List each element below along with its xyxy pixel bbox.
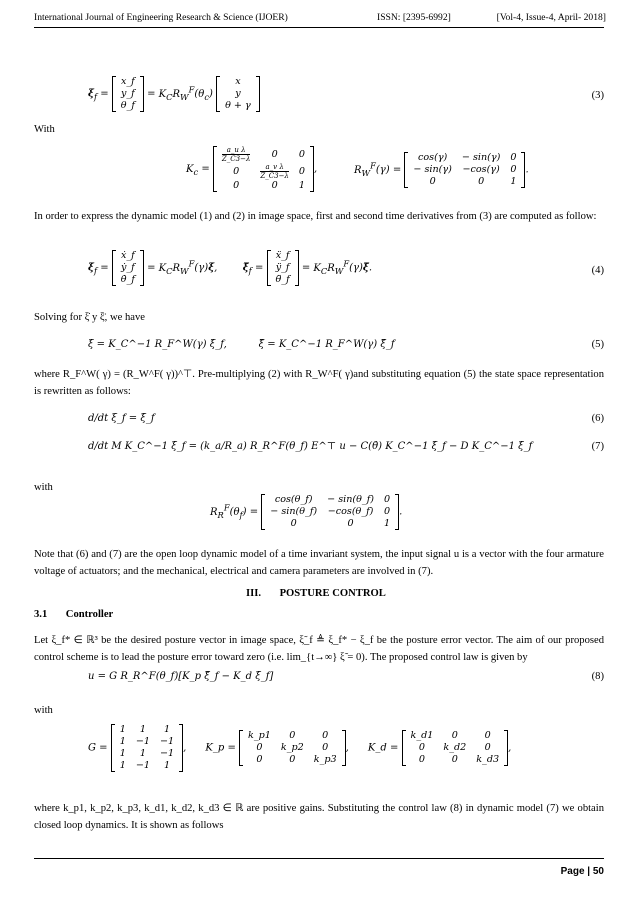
cell: 0 <box>418 742 425 753</box>
paragraph-gains: where k_p1, k_p2, k_p3, k_d1, k_d2, k_d3 ∈ ℝ are positive gains. Substituting the control law (8) in dynamic model (7) we obtain closed loop dynamics. It is shown as follows <box>34 803 604 831</box>
equation-rwf: $R_W^F(\gamma)$ = cos(γ) − sin(γ) 0 − sin(γ) −cos(γ) 0 0 0 1 . <box>354 152 529 187</box>
cell: k_p1 <box>248 730 271 741</box>
cell: x_f <box>120 76 135 87</box>
section-heading <box>246 588 386 599</box>
subsection-title: Controller <box>65 609 114 620</box>
vector-xyf <box>112 76 144 112</box>
cell: −1 <box>135 736 150 747</box>
cell: −cos(θ_f) <box>327 506 374 517</box>
page-number: Page | 50 <box>560 866 604 877</box>
matrix-g <box>111 724 183 772</box>
equation-rrf: $R_R^F(\theta_f)$ = cos(θ_f) − sin(θ_f) 0 − sin(θ_f) −cos(θ_f) 0 0 0 1 . <box>210 494 403 529</box>
matrix-kc <box>213 146 314 192</box>
cell: 0 <box>290 518 297 529</box>
cell: 0 <box>298 165 305 177</box>
equation-number-3: (3) <box>591 90 604 101</box>
section-title: POSTURE CONTROL <box>279 588 386 599</box>
eq5-part1: ξ̇ = K_C^−1 R_F^W(γ) ξ̇_f, <box>88 339 227 350</box>
paragraph-note: Note that (6) and (7) are the open loop dynamic model of a time invariant system, the input signal u is a vector with the four armature voltage of actuators; and the mechanical, electrical and camera parameters are involved in (7). <box>34 549 604 577</box>
equation-5 <box>88 339 395 350</box>
kd-lhs: K_d = <box>367 742 399 754</box>
vector-xy-theta <box>216 76 260 112</box>
cell: 0 <box>451 730 458 741</box>
equation-number-4: (4) <box>591 265 604 276</box>
cell: −1 <box>135 760 150 771</box>
equation-7: d/dt M K_C^−1 ξ̇_f = (k_a/R_a) R_R^F(θ_f) E^⊤ u − C(θ̇) K_C^−1 ξ̇_f − D K_C^−1 ξ̇_f <box>88 441 533 452</box>
cell: ẏ_f <box>120 262 135 273</box>
cell: 1 <box>119 760 126 771</box>
cell: y_f <box>120 88 135 99</box>
cell: y <box>235 88 241 99</box>
cell: θ̇_f <box>120 274 135 285</box>
fraction-numerator: a_u λ <box>222 146 250 155</box>
paragraph-premultiply: where R_F^W( γ) = (R_W^F( γ))^⊤. Pre-multiplying (2) with R_W^F( γ)and substituting equation (5) the state space representation is rewritten as follows: <box>34 369 604 397</box>
cell: 1 <box>298 180 305 191</box>
cell: 1 <box>119 736 126 747</box>
cell: 1 <box>384 518 391 529</box>
cell: 0 <box>298 148 305 160</box>
cell: 0 <box>451 754 458 765</box>
cell: 1 <box>139 724 146 735</box>
fraction-denominator: Z_C3−λ <box>260 172 289 180</box>
volume-info: [Vol-4, Issue-4, April- 2018] <box>496 12 606 23</box>
cell: k_p3 <box>313 754 337 765</box>
cell: 0 <box>289 730 296 741</box>
cell: 0 <box>271 180 278 191</box>
equation-number-5: (5) <box>591 339 604 350</box>
cell: ẋ_f <box>120 250 135 261</box>
matrix-kd <box>402 730 509 766</box>
subsection-heading <box>34 609 113 620</box>
cell: k_p2 <box>280 742 304 753</box>
journal-name: International Journal of Engineering Research & Science (IJOER) <box>34 12 288 23</box>
equation-number-8: (8) <box>591 671 604 682</box>
vector-ddot <box>267 250 299 286</box>
cell: 0 <box>418 754 425 765</box>
equation-number-7: (7) <box>591 441 604 452</box>
cell: 0 <box>384 506 391 517</box>
cell: 0 <box>271 148 278 160</box>
equation-3: $\xi_f$ = x_f y_f θ_f = $K_CR_W^F(\theta_c)$ x y θ + γ <box>88 76 260 112</box>
cell: 0 <box>256 754 263 765</box>
cell: 1 <box>139 748 146 759</box>
cell: 0 <box>322 730 329 741</box>
cell: 1 <box>510 176 517 187</box>
section-number: III. <box>246 588 262 599</box>
paragraph-derivatives: In order to express the dynamic model (1) and (2) in image space, first and second time derivatives from (3) are computed as follow: <box>34 211 597 222</box>
text-with-1: With <box>34 124 55 135</box>
cell: −1 <box>160 736 175 747</box>
issn: ISSN: [2395-6992] <box>377 12 451 23</box>
cell: ẍ_f <box>275 250 290 261</box>
cell: 0 <box>289 754 296 765</box>
cell: 0 <box>384 494 391 505</box>
cell: ÿ_f <box>275 262 290 273</box>
equation-number-6: (6) <box>591 413 604 424</box>
cell: 0 <box>478 176 485 187</box>
equation-6: d/dt ξ_f = ξ̇_f <box>88 413 155 424</box>
equation-4: $\xi̇_f$ = ẋ_f ẏ_f θ̇_f = $K_CR_W^F(\gamma)\xi̇$, $\xï_f$ = ẍ_f ÿ_f θ̈_f = $K_CR_W^F(\gamma)\xï$. <box>88 250 373 285</box>
paragraph-controller: Let ξ_f* ∈ ℝ³ be the desired posture vector in image space, ξ̃_f ≜ ξ_f* − ξ_f be the posture error vector. The aim of our proposed control scheme is to lead the posture error toward zero (i.e. lim_{t→∞} ξ̃ = 0). The proposed control law is given by <box>34 635 604 663</box>
equation-gains: G = 1 1 1 1 −1 −1 1 1 −1 1 −1 1 , K_p = k_p1 0 0 0 k_p2 0 0 0 k_p3 , K_d = k_d1 0 0 0 k_d2 0 0 0 k_d3 , <box>88 724 512 771</box>
cell: − sin(θ_f) <box>270 506 318 517</box>
cell: 0 <box>322 742 329 753</box>
cell: 0 <box>429 176 436 187</box>
matrix-rrf <box>261 494 399 530</box>
cell: 0 <box>510 164 517 175</box>
cell: 1 <box>119 724 126 735</box>
cell: θ + γ <box>225 100 251 111</box>
vector-dot <box>112 250 144 286</box>
matrix-kp <box>239 730 346 766</box>
text-with-2: with <box>34 482 53 493</box>
cell: cos(γ) <box>418 152 448 163</box>
cell: k_d1 <box>410 730 434 741</box>
cell: − sin(θ_f) <box>327 494 375 505</box>
header-rule <box>34 27 604 28</box>
cell: − sin(γ) <box>461 152 501 163</box>
cell: 0 <box>484 730 491 741</box>
cell: θ_f <box>120 100 135 111</box>
cell: θ̈_f <box>275 274 290 285</box>
footer-rule <box>34 858 604 859</box>
matrix-rwf <box>404 152 525 188</box>
cell: 0 <box>484 742 491 753</box>
g-lhs: G = <box>88 742 108 754</box>
kp-lhs: K_p = <box>205 742 236 754</box>
cell: −cos(γ) <box>462 164 500 175</box>
fraction-denominator: Z_C3−λ <box>221 155 251 163</box>
cell: 1 <box>164 760 171 771</box>
cell: −1 <box>160 748 175 759</box>
equation-kc: $K_c$ = $\frac{\text{a\_u λ}}{Z\_C3-\lambda}$ 0 0 0 $\frac{\text{a\_v λ}}{Z\_C3-\lambda}$ 0 0 0 1 , <box>186 146 318 191</box>
eq5-part2: ξ̈ = K_C^−1 R_F^W(γ) ξ̈_f <box>258 339 395 350</box>
cell: 1 <box>119 748 126 759</box>
text-with-3: with <box>34 705 53 716</box>
cell: 0 <box>233 180 240 191</box>
subsection-number: 3.1 <box>34 609 48 620</box>
paragraph-solving: Solving for ξ̇ y ξ̈, we have <box>34 312 145 323</box>
cell: cos(θ_f) <box>274 494 313 505</box>
cell: 0 <box>347 518 354 529</box>
cell: k_d3 <box>476 754 500 765</box>
cell: 1 <box>164 724 171 735</box>
cell: 0 <box>256 742 263 753</box>
cell: x <box>235 76 241 87</box>
cell: k_d2 <box>443 742 467 753</box>
cell: 0 <box>510 152 517 163</box>
equation-8: u = G R_R^F(θ_f)[K_p ξ̃_f − K_d ξ̇_f] <box>88 671 274 682</box>
fraction-numerator: a_v λ <box>260 163 288 172</box>
cell: − sin(γ) <box>413 164 452 175</box>
cell: 0 <box>233 165 240 177</box>
